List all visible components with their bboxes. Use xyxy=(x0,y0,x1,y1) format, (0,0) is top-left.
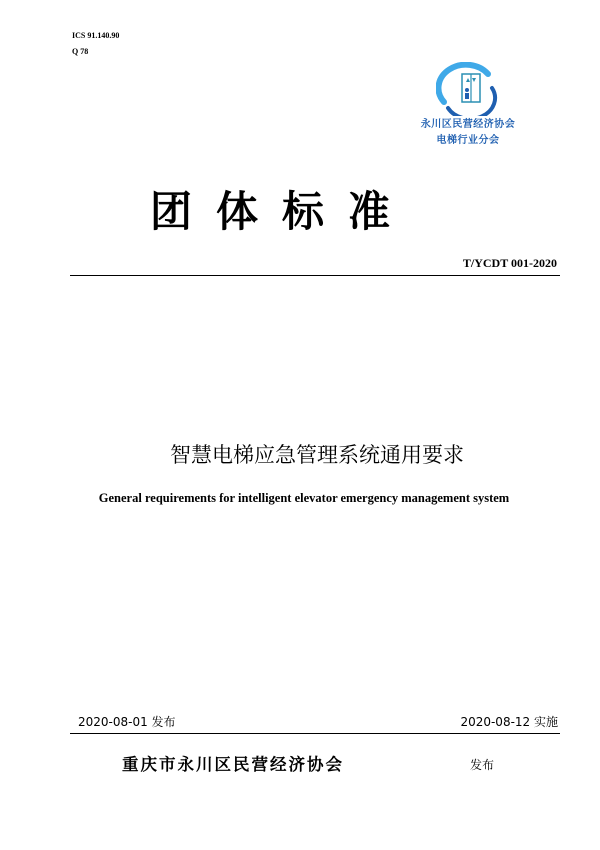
issue-label: 发布 xyxy=(470,758,495,772)
publish-date: 2020-08-01 发布 xyxy=(78,715,176,729)
document-type-title: 团体标准 xyxy=(150,187,415,236)
standard-number: T/YCDT 001-2020 xyxy=(462,256,557,270)
ccs-code: Q 78 xyxy=(72,47,89,56)
ics-code: ICS 91.140.90 xyxy=(72,31,120,40)
title-chinese: 智慧电梯应急管理系统通用要求 xyxy=(170,443,464,467)
logo-text-branch: 电梯行业分会 xyxy=(436,135,500,146)
issuing-organization: 重庆市永川区民营经济协会 xyxy=(122,755,344,774)
logo-text-association: 永川区民营经济协会 xyxy=(420,119,516,130)
elevator-association-logo-icon xyxy=(436,62,500,116)
title-english: General requirements for intelligent elevator emergency management system xyxy=(98,491,510,505)
bottom-divider xyxy=(70,733,560,734)
effective-date: 2020-08-12 实施 xyxy=(460,715,558,729)
top-divider xyxy=(70,275,560,276)
